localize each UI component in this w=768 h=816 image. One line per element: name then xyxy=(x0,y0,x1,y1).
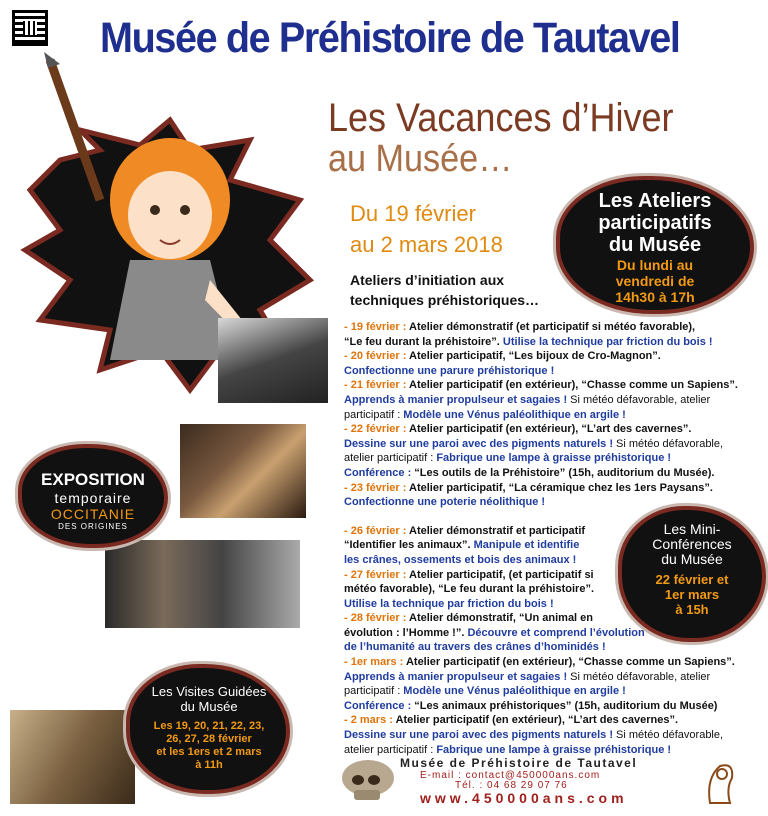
exhibition-photo xyxy=(105,540,300,628)
schedule-highlight: Conférence : xyxy=(344,699,412,712)
schedule-text: atelier participatif : xyxy=(344,743,434,756)
schedule-text: atelier participatif : xyxy=(344,452,434,465)
ateliers-title-line2: participatifs xyxy=(598,212,712,234)
schedule-text: Atelier participatif (en extérieur), “L’art des cavernes”. xyxy=(406,423,692,436)
intro-line2: techniques préhistoriques… xyxy=(350,292,540,308)
schedule-text: “Le feu durant la préhistoire”. xyxy=(344,335,500,348)
schedule-line xyxy=(344,495,764,510)
visites-dates-line2: 26, 27, 28 février xyxy=(166,733,252,745)
schedule-line xyxy=(344,538,764,553)
footer-museum-name: Musée de Préhistoire de Tautavel xyxy=(400,756,638,770)
schedule-line xyxy=(344,451,764,466)
schedule-line xyxy=(344,320,764,335)
schedule-line xyxy=(344,408,764,423)
subtitle-line2: au Musée… xyxy=(328,138,513,180)
schedule-date: - 26 février : xyxy=(344,524,407,537)
schedule-line xyxy=(344,437,764,452)
visites-title-line1: Les Visites Guidées xyxy=(151,684,267,699)
schedule-spacer xyxy=(344,510,764,524)
schedule-text: Atelier participatif, “Les bijoux de Cro-Magnon”. xyxy=(406,350,661,363)
ateliers-hours xyxy=(570,257,740,305)
schedule-line xyxy=(344,553,764,568)
dates-line2: au 2 mars 2018 xyxy=(350,232,503,257)
exposition-line3: OCCITANIE xyxy=(50,506,136,522)
schedule-date: - 27 février : xyxy=(344,568,407,581)
schedule-text: Atelier participatif (en extérieur), “L’art des cavernes”. xyxy=(392,714,679,727)
schedule-line xyxy=(344,521,764,539)
dates-line1: Du 19 février xyxy=(350,201,476,226)
visites-title xyxy=(134,684,284,714)
visites-dates-line3: et les 1ers et 2 mars xyxy=(156,746,262,758)
footer-phone: Tél. : 04 68 29 07 76 xyxy=(455,780,568,791)
schedule-line xyxy=(344,422,764,437)
visites-dates-line1: Les 19, 20, 21, 22, 23, xyxy=(153,720,265,732)
fire-photo xyxy=(180,424,306,518)
schedule-line xyxy=(344,640,764,655)
schedule-text: participatif : xyxy=(344,685,401,698)
schedule-line xyxy=(344,728,764,743)
conferences-dates-line1: 22 février et xyxy=(655,572,729,587)
exposition-text xyxy=(28,470,158,531)
footer-email[interactable]: E-mail : contact@450000ans.com xyxy=(420,770,601,781)
conferences-dates-line2: 1er mars xyxy=(664,587,720,602)
workshop-photo xyxy=(218,318,328,403)
schedule-line xyxy=(344,684,764,699)
schedule-line xyxy=(344,626,764,641)
schedule-text: Si météo défavorable, xyxy=(612,729,724,742)
schedule-line xyxy=(344,597,764,612)
schedule-text: évolution : l’Homme !”. xyxy=(344,626,465,639)
schedule-text: météo favorable), “Le feu durant la préhistoire”. xyxy=(344,583,594,596)
conferences-dates-line3: à 15h xyxy=(675,602,709,617)
schedule-line xyxy=(344,655,764,670)
conferences-title-line3: du Musée xyxy=(661,551,723,567)
skull-icon xyxy=(340,758,396,802)
schedule-highlight: Conférence : xyxy=(344,466,412,479)
schedule-highlight: Fabrique une lampe à graisse préhistorique ! xyxy=(433,743,672,756)
ateliers-hours-line3: 14h30 à 17h xyxy=(615,289,695,305)
schedule-date: - 2 mars : xyxy=(344,714,393,727)
exposition-line2: temporaire xyxy=(54,490,132,506)
schedule-highlight: Découvre et comprend l’évolution xyxy=(464,626,645,639)
schedule-text: Atelier démonstratif et participatif xyxy=(406,524,586,537)
schedule-line xyxy=(344,393,764,408)
exposition-line1: EXPOSITION xyxy=(41,470,145,489)
schedule-line xyxy=(344,335,764,350)
schedule-line xyxy=(344,349,764,364)
ateliers-title xyxy=(570,190,740,256)
subtitle-line1: Les Vacances d’Hiver xyxy=(328,96,674,140)
schedule-highlight: Dessine sur une paroi avec des pigments naturels ! xyxy=(344,729,613,742)
schedule-line xyxy=(344,481,764,496)
schedule-highlight: Utilise la technique par friction du bois ! xyxy=(344,597,554,610)
schedule-highlight: Utilise la technique par friction du bois ! xyxy=(499,335,713,348)
schedule-text: Atelier participatif (en extérieur), “Chasse comme un Sapiens”. xyxy=(403,656,735,669)
schedule-date: - 28 février : xyxy=(344,612,407,625)
visites-dates xyxy=(134,720,284,772)
schedule-text: participatif : xyxy=(344,408,401,421)
schedule-line xyxy=(344,611,764,626)
schedule-highlight: Dessine sur une paroi avec des pigments naturels ! xyxy=(344,437,613,450)
footer-website[interactable]: www.450000ans.com xyxy=(420,790,628,806)
schedule-line xyxy=(344,568,764,583)
schedule-text: Atelier démonstratif (et participatif si météo favorable), xyxy=(406,321,696,333)
schedule-highlight: Apprends à manier propulseur et sagaies ! xyxy=(344,670,568,683)
schedule-highlight: Manipule et identifie xyxy=(470,539,580,552)
ateliers-hours-line2: vendredi de xyxy=(615,273,695,289)
schedule-highlight: Confectionne une parure préhistorique ! xyxy=(344,364,555,377)
schedule-highlight: Modèle une Vénus paléolithique en argile ! xyxy=(400,685,626,698)
schedule-date: - 23 février : xyxy=(344,481,407,494)
ateliers-title-line3: du Musée xyxy=(608,234,702,256)
schedule-highlight: les crânes, ossements et bois des animaux ! xyxy=(344,553,577,566)
visites-title-line2: du Musée xyxy=(180,699,238,714)
schedule-date: - 21 février : xyxy=(344,379,407,392)
ateliers-title-line1: Les Ateliers xyxy=(598,190,712,212)
schedule-highlight: de l’humanité au travers des crânes d’hominidés ! xyxy=(344,641,606,654)
visit-photo xyxy=(10,710,135,804)
schedule-line xyxy=(344,713,764,728)
museum-logo-icon xyxy=(700,758,740,808)
schedule-text: “Les animaux préhistoriques” (15h, auditorium du Musée) xyxy=(411,699,718,712)
visites-dates-line4: à 11h xyxy=(195,759,223,771)
schedule-line xyxy=(344,582,764,597)
schedule-highlight: Confectionne une poterie néolithique ! xyxy=(344,496,546,509)
schedule-text: Si météo défavorable, atelier xyxy=(567,670,711,683)
schedule-line xyxy=(344,378,764,393)
schedule-date: - 1er mars : xyxy=(344,656,404,669)
schedule-date: - 20 février : xyxy=(344,350,407,363)
ateliers-hours-line1: Du lundi au xyxy=(616,257,694,273)
schedule-date: - 19 février : xyxy=(344,321,407,333)
schedule-line xyxy=(344,699,764,714)
schedule-highlight: Modèle une Vénus paléolithique en argile ! xyxy=(400,408,626,421)
intro-line1: Ateliers d’initiation aux xyxy=(350,272,505,288)
exposition-line4: DES ORIGINES xyxy=(58,522,128,531)
schedule-text: Si météo défavorable, xyxy=(612,437,724,450)
schedule-highlight: Apprends à manier propulseur et sagaies ! xyxy=(344,393,568,406)
schedule-text: “Les outils de la Préhistoire” (15h, auditorium du Musée). xyxy=(411,466,715,479)
schedule-text: Si météo défavorable, atelier xyxy=(567,393,711,406)
schedule-text: Atelier participatif (en extérieur), “Chasse comme un Sapiens”. xyxy=(406,379,738,392)
conferences-title-line2: Conférences xyxy=(652,536,732,552)
schedule-text: Atelier participatif, “La céramique chez les 1ers Paysans”. xyxy=(406,481,713,494)
schedule-list xyxy=(344,320,764,757)
qr-code xyxy=(12,10,48,46)
event-dates xyxy=(350,198,503,260)
schedule-text: “Identifier les animaux”. xyxy=(344,539,471,552)
page-title: Musée de Préhistoire de Tautavel xyxy=(100,14,680,62)
schedule-line xyxy=(344,670,764,685)
intro-text xyxy=(350,270,539,310)
schedule-text: Atelier participatif, (et participatif si xyxy=(406,568,594,581)
schedule-highlight: Fabrique une lampe à graisse préhistorique ! xyxy=(433,452,672,465)
schedule-text: Atelier démonstratif, “Un animal en xyxy=(406,612,594,625)
conferences-title-line1: Les Mini- xyxy=(663,521,721,537)
schedule-date: - 22 février : xyxy=(344,423,407,436)
schedule-line xyxy=(344,466,764,481)
schedule-line xyxy=(344,364,764,379)
